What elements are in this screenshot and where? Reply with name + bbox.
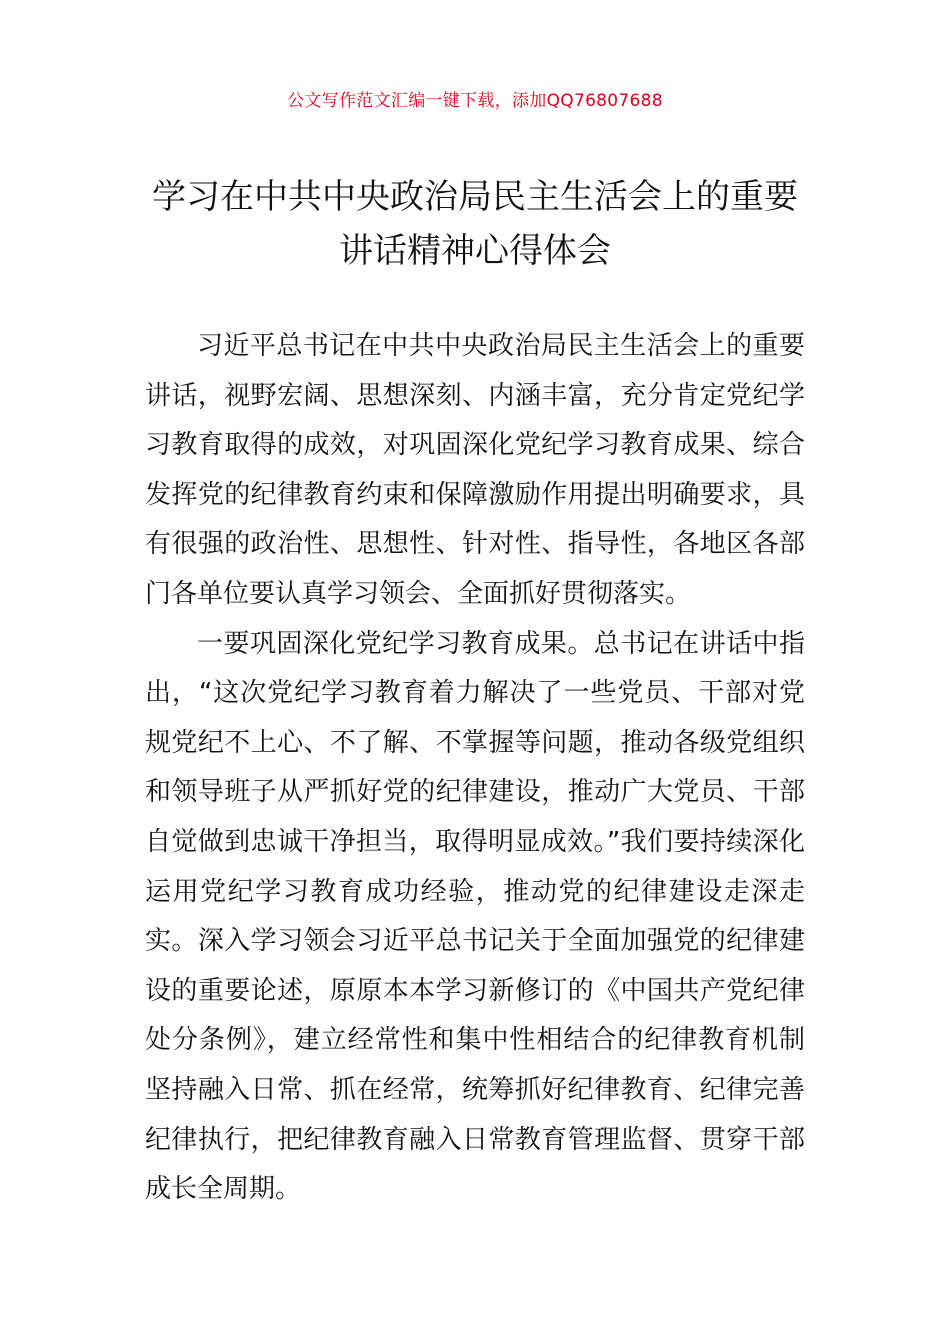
paragraph: 一要巩固深化党纪学习教育成果。总书记在讲话中指出，“这次党纪学习教育着力解决了一些党员、干部对党规党纪不上心、不了解、不掌握等问题，推动各级党组织和领导班子从严抓好党的纪律建设，推动广大党员、干部自觉做到忠诚干净担当，取得明显成效。”我们要持续深化运用党纪学习教育成功经验，推动党的纪律建设走深走实。深入学习领会习近平总书记关于全面加强党的纪律建设的重要论述，原原本本学习新修订的《中国共产党纪律处分条例》，建立经常性和集中性相结合的纪律教育机制坚持融入日常、抓在经常，统筹抓好纪律教育、纪律完善纪律执行，把纪律教育融入日常教育管理监督、贯穿干部成长全周期。: [145, 628, 805, 1205]
document-body: [145, 322, 805, 1215]
paragraph: 习近平总书记在中共中央政治局民主生活会上的重要讲话，视野宏阔、思想深刻、内涵丰富，充分肯定党纪学习教育取得的成效，对巩固深化党纪学习教育成果、综合发挥党的纪律教育约束和保障激励作用提出明确要求，具有很强的政治性、思想性、针对性、指导性，各地区各部门各单位要认真学习领会、全面抓好贯彻落实。: [145, 331, 805, 609]
download-notice: 公文写作范文汇编一键下载，添加QQ76807688: [287, 91, 663, 111]
document-title: 学习在中共中央政治局民主生活会上的重要讲话精神心得体会: [152, 177, 798, 271]
